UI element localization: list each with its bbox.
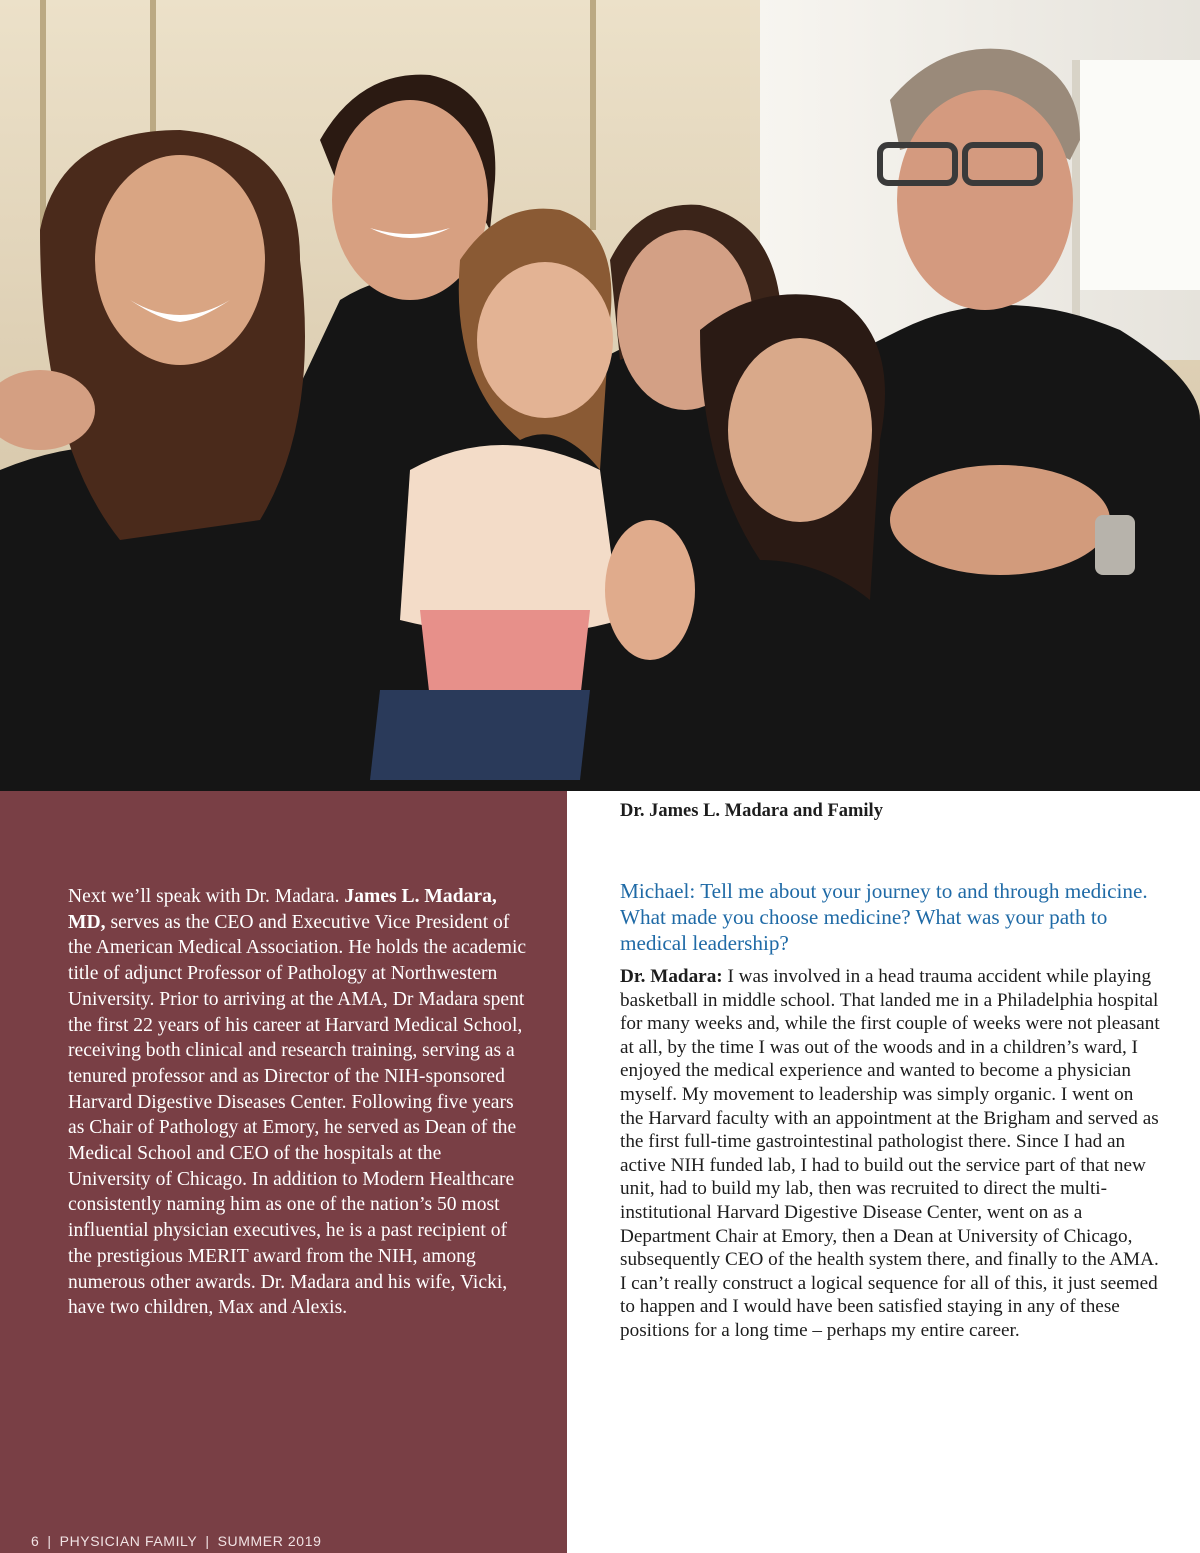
footer-divider: | bbox=[47, 1533, 52, 1549]
bio-body: serves as the CEO and Executive Vice President of the American Medical Association. He holds the academic title of adjunct Professor of Pathology at Northwestern University. Prior to arriving at the AMA, Dr Madara spent the first 22 years of his career at Harvard Medical School, receiving both clinical and research training, serving as a tenured professor and as Director of the NIH-sponsored Harvard Digestive Diseases Center. Following five years as Chair of Pathology at Emory, he served as Dean of the Medical School and CEO of the hospitals at the University of Chicago. In addition to Modern Healthcare consistently naming him as one of the nation’s 50 most influential physician executives, he is a past recipient of the prestigious MERIT award from the NIH, among numerous other awards. Dr. Madara and his wife, Vicki, have two children, Max and Alexis. bbox=[68, 911, 527, 1319]
answer-speaker: Dr. Madara: bbox=[620, 966, 723, 987]
page-footer bbox=[31, 1533, 321, 1549]
author-bio bbox=[68, 884, 528, 1321]
answer-text: I was involved in a head trauma accident while playing basketball in middle school. That landed me in a Philadelphia hospital for many weeks and, while the first couple of weeks were not pleasant at all, by the time I was out of the woods and in a children’s ward, I enjoyed the medical experience and wanted to become a physician myself. My movement to leadership was simply organic. I went on the Harvard faculty with an appointment at the Brigham and served as the first full-time gastrointestinal pathologist there. Since I had an active NIH funded lab, I had to build out the service part of that new unit, had to build my lab, then was recruited to direct the multi-institutional Harvard Digestive Disease Center, went on as a Department Chair at Emory, then a Dean at University of Chicago, subsequently CEO of the health system there, and finally to the AMA. I can’t really construct a logical sequence for all of this, it just seemed to happen and I would have been satisfied staying in any of these positions for a long time – perhaps my entire career. bbox=[620, 966, 1160, 1341]
footer-divider: | bbox=[205, 1533, 210, 1549]
issue-date: SUMMER 2019 bbox=[217, 1533, 322, 1549]
publication-name: PHYSICIAN FAMILY bbox=[59, 1533, 198, 1549]
bio-name: James L. Madara, MD, bbox=[68, 886, 497, 933]
bio-intro: Next we’ll speak with Dr. Madara. bbox=[68, 886, 345, 907]
page-number: 6 bbox=[31, 1533, 40, 1549]
photo-caption: Dr. James L. Madara and Family bbox=[620, 801, 883, 821]
interview-answer bbox=[620, 965, 1160, 1343]
interview-question: Michael: Tell me about your journey to and through medicine. What made you choose medicine? What was your path to medical leadership? bbox=[620, 879, 1148, 955]
